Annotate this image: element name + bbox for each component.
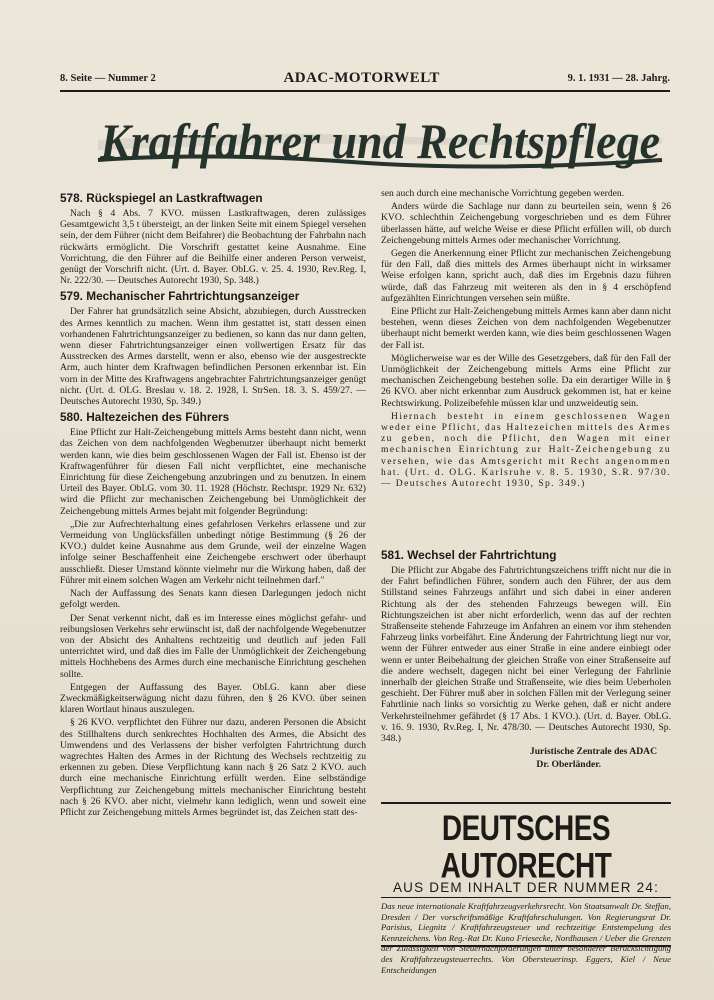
article-580-conclusion: Hiernach besteht in einem geschlossenen Wagen weder eine Pflicht, das Haltezeichen mittels des Armes zu geben, noch die Pflicht, den Wagen mit einer mechanischen Einrichtung zur Halt-Zeichengebung zu versehen, wie das Amtsgericht mit Recht angenommen hat. (Urt. d. OLG. Karlsruhe v. 8. 5. 1930, S.R. 97/30. — Deutsches Autorecht 1930, Sp. 349.) — [381, 410, 671, 490]
section-masthead — [92, 100, 668, 178]
article-580-paragraph: Der Senat verkennt nicht, daß es im Interesse eines möglichst gefahr- und reibungslosen Verkehrs sehr erwünscht ist, daß der nachfolgende Wegebenutzer von der Absicht des Anhaltens rechtzeitig und deutlich auf jeden Fall unterrichtet wird, und daß dies im Falle der Unmöglichkeit der Zeichengebung mittels Hochhebens des Armes durch eine mechanische Einrichtung geschehen sollte. — [60, 612, 366, 680]
article-580-paragraph: Anders würde die Sachlage nur dann zu beurteilen sein, wenn § 26 KVO. schlechthin Zeichengebung vorgeschrieben und es dem Führer überlassen hätte, auf welche Weise er diese Pflicht erfüllen will, ob durch Zeichengebung mittels Armes oder mechanischer Vorrichtung. — [381, 201, 671, 246]
ad-rule — [381, 897, 671, 898]
ad-top-rule — [381, 802, 671, 804]
signature-organization: Juristische Zentrale des ADAC — [529, 746, 657, 758]
article-578-body: Nach § 4 Abs. 7 KVO. müssen Lastkraftwagen, deren zulässiges Gesamtgewicht 3,5 t übersteigt, an der linken Seite mit einem Spiegel versehen sein, der dem Führer (nicht dem Beifahrer) die Beobachtung der Fahrbahn nach rückwärts ermöglicht. Die Vorschrift gestattet keine Ausnahme. Eine Vorrichtung, die den Führer auf die Beihilfe einer anderen Person verweist, genügt der Vorschrift nicht. (Urt. d. Bayer. ObLG. v. 25. 4. 1930, Rev.Reg. I, Nr. 222/30. — Deutsches Autorecht 1930, Sp. 348.) — [60, 208, 366, 287]
left-column — [60, 188, 366, 950]
publication-title: ADAC-MOTORWELT — [283, 69, 440, 86]
article-580-title: 580. Haltezeichen des Führers — [60, 410, 230, 425]
page-header — [60, 68, 670, 88]
ad-title: DEUTSCHES AUTORECHT — [440, 808, 612, 885]
masthead-graphic — [92, 100, 668, 178]
article-579-title: 579. Mechanischer Fahrtrichtungsanzeiger — [60, 289, 300, 304]
article-580-quote: „Die zur Aufrechterhaltung eines gefahrlosen Verkehrs erlassene und zur Vermeidung von Unglücksfällen unbedingt nötige Bestimmung (§ 26 der KVO.) duldet keine Ausnahme aus dem Grunde, weil der einzelne Wagen infolge seiner Beschaffenheit eine Zeichengebe erschwert oder überhaupt ausschließt. Dieser Umstand könnte vielmehr nur die Wirkung haben, daß der Führer mit einem solchen Wagen am Verkehr nicht teilnehmen darf." — [60, 518, 366, 586]
article-580-paragraph: Eine Pflicht zur Halt-Zeichengebung mittels Armes kann aber dann nicht bestehen, wenn dieses Zeichen von dem nachfolgenden Wegebenutzer überhaupt nicht bemerkt werden kann, wie dies beim geschlossenen Wagen der Fall ist. — [381, 306, 671, 351]
right-column — [381, 188, 671, 583]
page-number: 8. Seite — Nummer 2 — [60, 72, 156, 84]
article-581-body: Die Pflicht zur Abgabe des Fahrtrichtungszeichens trifft nicht nur die in der Fahrt befindlichen Führer, sondern auch den Führer, der aus dem Stillstand seines Fahrzeugs anfährt und sich dabei in einer anderen Richtung als der des stehenden Fahrzeugs bewegen will. Ein Richtungszeichen ist aber nicht erforderlich, wenn das auf der rechten Straßenseite stehende Fahrzeuge im Anfahren an einem vor ihm stehenden Fahrzeug links vorbeifährt. Eine Änderung der Fahrtrichtung liegt nur vor, wenn der Führer entweder aus einer Straße in eine andere einbiegt oder wenn er unter Beibehaltung der gleichen Straße von einer Straßenseite auf die andere wechselt, dagegen nicht bei einer Verlegung der Fahrlinie innerhalb der gleichen Straße und Straßenseite, wie dies beim Ueberholen geschieht. Der Führer muß aber in solchen Fällen mit der Verlegung seiner Fahrtlinie nach links so vorsichtig zu Werke gehen, daß er nicht andere Verkehrsteilnehmer gefährdet (§ 17 Abs. 1 KVO.). (Urt. d. Bayer. ObLG. v. 16. 9. 1930, Rv.Reg. I, Nr. 478/30. — Deutsches Autorecht 1930, Sp. 348.) — [381, 565, 671, 745]
article-580-paragraph: Nach der Auffassung des Senats kann diesen Darlegungen jedoch nicht gefolgt werden. — [60, 588, 366, 611]
ad-contents: Das neue internationale Kraftfahrzeugverkehrsrecht. Von Staatsanwalt Dr. Steffan, Dresden / Der vorschriftsmäßige Kraftfahrschulungen. Von Regierungsrat Dr. Parisius, Liegnitz / Kraftfahrzeugsteuer und rechtzeitige Entstempelung des Kennzeichens. Von Reg.-Rat Dr. Kuno Friesecke, Nordhausen / Ueber die Grenzen der Zulässigkeit von Steuernachforderungen unter besonderer Berücksichtigung des Kraftfahrzeugsteuerrechts. Von Obersteuerinsp. Eggers, Kiel / Neue Entscheidungen — [381, 901, 671, 975]
article-580-paragraph: § 26 KVO. verpflichtet den Führer nur dazu, anderen Personen die Absicht des Stillhaltens durch senkrechtes Hochhalten des Armes, die Absicht des Umwendens und des Verlassens der bisher verfolgten Fahrtrichtung durch wagrechtes Halten des Armes in der Richtung des Wechsels rechtzeitig zu erkennen zu geben. Diese Verpflichtung kann nach § 26 Satz 2 KVO. auch durch eine mechanische Einrichtung erfüllt werden. Eine selbständige Verpflichtung zur Zeichengebung mittels mechanischer Einrichtung besteht nach § 26 KVO. aber nicht, vielmehr kann lediglich, wenn und soweit eine Pflicht zur Zeichengebung mittels Armes begründet ist, das Zeichen statt des- — [60, 717, 366, 818]
issue-date: 9. 1. 1931 — 28. Jahrg. — [567, 72, 670, 84]
article-580-paragraph: Entgegen der Auffassung des Bayer. ObLG. kann aber diese Zweckmäßigkeitserwägung nicht dazu führen, den § 26 KVO. über seinen klaren Wortlaut hinaus auszulegen. — [60, 681, 366, 716]
signature-author: Dr. Oberländer. — [536, 759, 601, 771]
article-581 — [381, 548, 671, 788]
article-580-continuation: sen auch durch eine mechanische Vorrichtung gegeben werden. — [381, 188, 625, 199]
ad-bottom-rule — [381, 945, 671, 947]
autorecht-advertisement — [381, 808, 671, 975]
article-581-title: 581. Wechsel der Fahrtrichtung — [381, 548, 557, 562]
masthead-text: Kraftfahrer und Rechtspflege — [99, 113, 661, 169]
header-rule — [60, 90, 670, 92]
article-580-paragraph: Möglicherweise war es der Wille des Gesetzgebers, daß für den Fall der Unmöglichkeit der Zeichengebung mittels Arms eine Pflicht zur mechanischen Zeichengebung bestehen solle. Da ein derartiger Wille in § 26 KVO. aber nicht erkennbar zum Ausdruck gekommen ist, hat er keine Rechtswirkung. Polizeibefehle müssen klar und unzweideutig sein. — [381, 352, 671, 409]
ad-subtitle: AUS DEM INHALT DER NUMMER 24: — [392, 880, 660, 895]
article-579-body: Der Fahrer hat grundsätzlich seine Absicht, abzubiegen, durch Ausstrecken des Armes kenntlich zu machen. Wenn ihm gestattet ist, statt dessen einen vorhandenen Fahrtrichtungsanzeiger zu bedienen, so kann das nur dann gelten, wenn dieser Fahrtrichtungsanzeiger einen vollwertigen Ersatz für das Ausstrecken des Armes darstellt, wenn er also, ebenso wie der ausgestreckte Arm, auch hinter dem Kraftwagen befindlichen Personen erkennbar ist. Ein vorn in der Mitte des Kraftwagens angebrachter Fahrtrichtungsanzeiger genügt nicht. (Urt. d. OLG. Breslau v. 18. 2. 1928, I. StrSen. 18. 3. S. 459/27. — Deutsches Autorecht 1930, Sp. 349.) — [60, 306, 366, 408]
article-580-paragraph: Eine Pflicht zur Halt-Zeichengebung mittels Arms besteht dann nicht, wenn das Zeichen von dem nachfolgenden Wegbenutzer überhaupt nicht bemerkt werden kann, wie dies beim geschlossenen Wagen der Fall ist. Ebenso ist der Kraftwagenführer für diesen Fall nicht verpflichtet, eine mechanische Einrichtung für diese Zeichengebung anzubringen und zu benutzen. In einem Urteil des Bayer. ObLG. vom 30. 11. 1928 (Höchstr. Rechtspr. 1929 Nr. 632) wird die Pflicht zur mechanischen Zeichengebung bei Unmöglichkeit der Zeichengebung mittels Armes bejaht mit folgender Begründung: — [60, 427, 366, 517]
article-578-title: 578. Rückspiegel an Lastkraftwagen — [60, 191, 263, 205]
article-580-paragraph: Gegen die Anerkennung einer Pflicht zur mechanischen Zeichengebung für den Fall, daß dies mittels des Armes überhaupt nicht in wirksamer Weise erfolgen kann, spricht auch, daß dies im Ergebnis dazu führen würde, daß das Fahrzeug mit weiteren als den in § 4 erschöpfend aufgezählten Einrichtungen versehen sein müßte. — [381, 248, 671, 304]
